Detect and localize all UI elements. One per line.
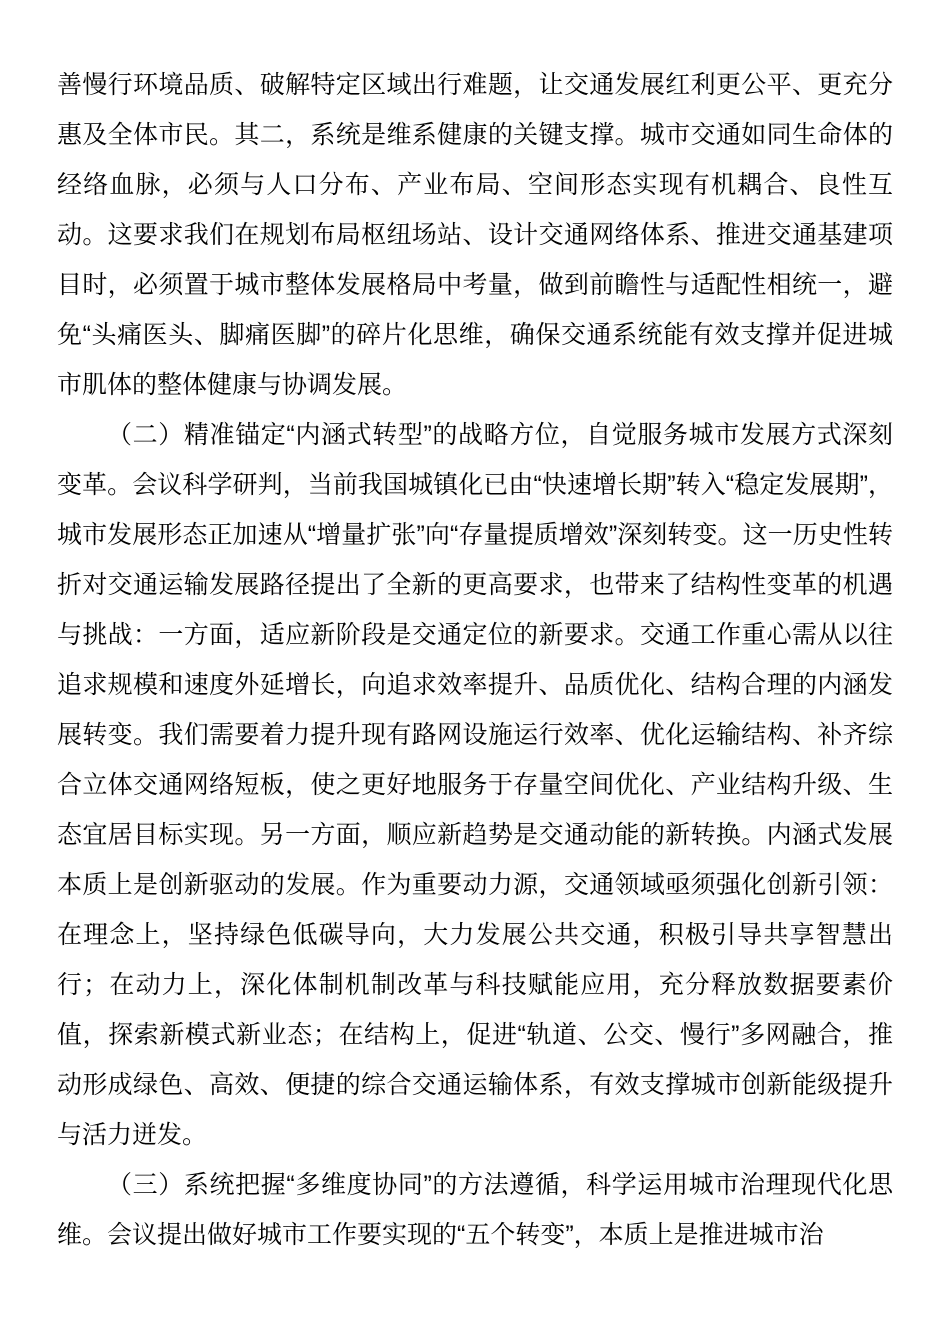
paragraph-section-2: （二）精准锚定“内涵式转型”的战略方位，自觉服务城市发展方式深刻变革。会议科学研判，当前我国城镇化已由“快速增长期”转入“稳定发展期”，城市发展形态正加速从“增量扩张”向“存量提质增效”深刻转变。这一历史性转折对交通运输发展路径提出了全新的更高要求，也带来了结构性变革的机遇与挑战：一方面，适应新阶段是交通定位的新要求。交通工作重心需从以往追求规模和速度外延增长，向追求效率提升、品质优化、结构合理的内涵发展转变。我们需要着力提升现有路网设施运行效率、优化运输结构、补齐综合立体交通网络短板，使之更好地服务于存量空间优化、产业结构升级、生态宜居目标实现。另一方面，顺应新趋势是交通动能的新转换。内涵式发展本质上是创新驱动的发展。作为重要动力源，交通领域亟须强化创新引领：在理念上，坚持绿色低碳导向，大力发展公共交通，积极引导共享智慧出行；在动力上，深化体制机制改革与科技赋能应用，充分释放数据要素价值，探索新模式新业态；在结构上，促进“轨道、公交、慢行”多网融合，推动形成绿色、高效、便捷的综合交通运输体系，有效支撑城市创新能级提升与活力迸发。 [57, 421, 893, 1149]
paragraph-section-3: （三）系统把握“多维度协同”的方法遵循，科学运用城市治理现代化思维。会议提出做好城市工作要实现的“五个转变”，本质上是推进城市治 [57, 1171, 893, 1249]
paragraph-continuation: 善慢行环境品质、破解特定区域出行难题，让交通发展红利更公平、更充分惠及全体市民。其二，系统是维系健康的关键支撑。城市交通如同生命体的经络血脉，必须与人口分布、产业布局、空间形态实现有机耦合、良性互动。这要求我们在规划布局枢纽场站、设计交通网络体系、推进交通基建项目时，必须置于城市整体发展格局中考量，做到前瞻性与适配性相统一，避免“头痛医头、脚痛医脚”的碎片化思维，确保交通系统能有效支撑并促进城市肌体的整体健康与协调发展。 [57, 71, 893, 399]
